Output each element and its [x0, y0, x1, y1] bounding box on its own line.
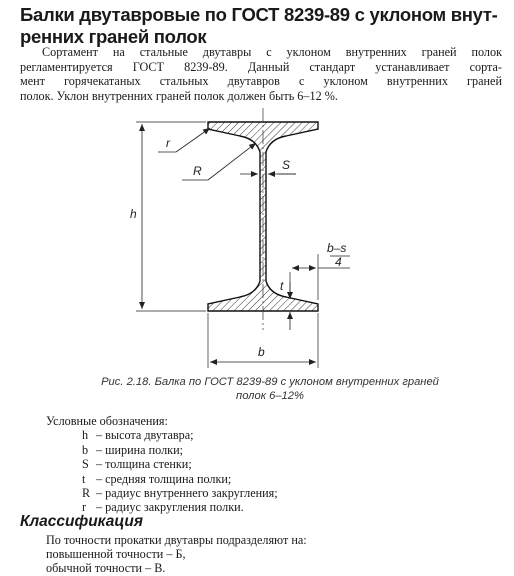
dimension-label-t: t: [280, 279, 284, 293]
caption-line-2: полок 6–12%: [236, 389, 304, 402]
caption-line-1: Рис. 2.18. Балка по ГОСТ 8239-89 с уклоном внутренних граней: [101, 376, 439, 388]
legend-symbol: R: [82, 486, 91, 501]
legend-symbol: b: [82, 442, 89, 457]
classification-heading: Классификация: [20, 513, 143, 530]
legend-symbol: h: [82, 428, 89, 443]
dimension-label-r: r: [166, 136, 170, 150]
legend-item: [82, 443, 278, 457]
legend-text: – средняя толщина полки;: [96, 471, 232, 486]
dimension-label-h: h: [130, 207, 137, 221]
height-dimension: [130, 122, 206, 311]
heading-line-2: ренних граней полок: [20, 26, 207, 47]
legend-symbol: t: [82, 471, 86, 486]
legend-text: – высота двутавра;: [96, 428, 194, 443]
figure-caption: [60, 376, 480, 403]
legend-text: – толщина стенки;: [96, 457, 192, 472]
dimension-label-s: S: [282, 158, 291, 172]
legend-item: [82, 457, 278, 471]
intro-line: мент горячекатаных стальных двутавров с уклоном внутренних граней: [20, 74, 502, 88]
legend-item: [82, 486, 278, 500]
intro-line: Сортамент на стальные двутавры с уклоном внутренних граней полок: [42, 45, 502, 59]
dimension-label-four: 4: [335, 255, 342, 269]
beam-profile: [208, 122, 318, 311]
legend-item: [82, 472, 278, 486]
radius-r-leader: [158, 128, 210, 152]
legend-item: [82, 428, 278, 442]
legend-title: Условные обозначения:: [46, 414, 168, 428]
classification-line: По точности прокатки двутавры подразделяют на:: [46, 533, 307, 547]
classification-body: [46, 533, 307, 576]
radius-R-leader: [182, 143, 256, 180]
dimension-label-b-minus-s: b–s: [327, 241, 347, 255]
dimension-label-b: b: [258, 345, 265, 359]
width-dimension: [208, 313, 318, 368]
dimension-label-R: R: [193, 164, 202, 178]
legend-text: – радиус внутреннего закругления;: [96, 486, 278, 501]
legend-symbol: r: [82, 500, 87, 515]
web-thickness-dimension: [240, 158, 296, 174]
legend-text: – ширина полки;: [96, 442, 184, 457]
classification-line: повышенной точности – Б,: [46, 547, 186, 562]
intro-line: регламентируется ГОСТ 8239-89. Данный стандарт устанавливает сорта-: [20, 59, 502, 74]
intro-line: полок. Уклон внутренних граней полок должен быть 6–12 %.: [20, 88, 338, 103]
legend-symbol: S: [82, 457, 89, 472]
b-minus-s-quarter-dimension: [290, 241, 350, 300]
legend: [46, 414, 278, 515]
legend-text: – радиус закругления полки.: [96, 500, 244, 515]
classification-line: обычной точности – В.: [46, 561, 166, 576]
heading-line-1: Балки двутавровые по ГОСТ 8239-89 с уклоном внут-: [20, 4, 498, 25]
